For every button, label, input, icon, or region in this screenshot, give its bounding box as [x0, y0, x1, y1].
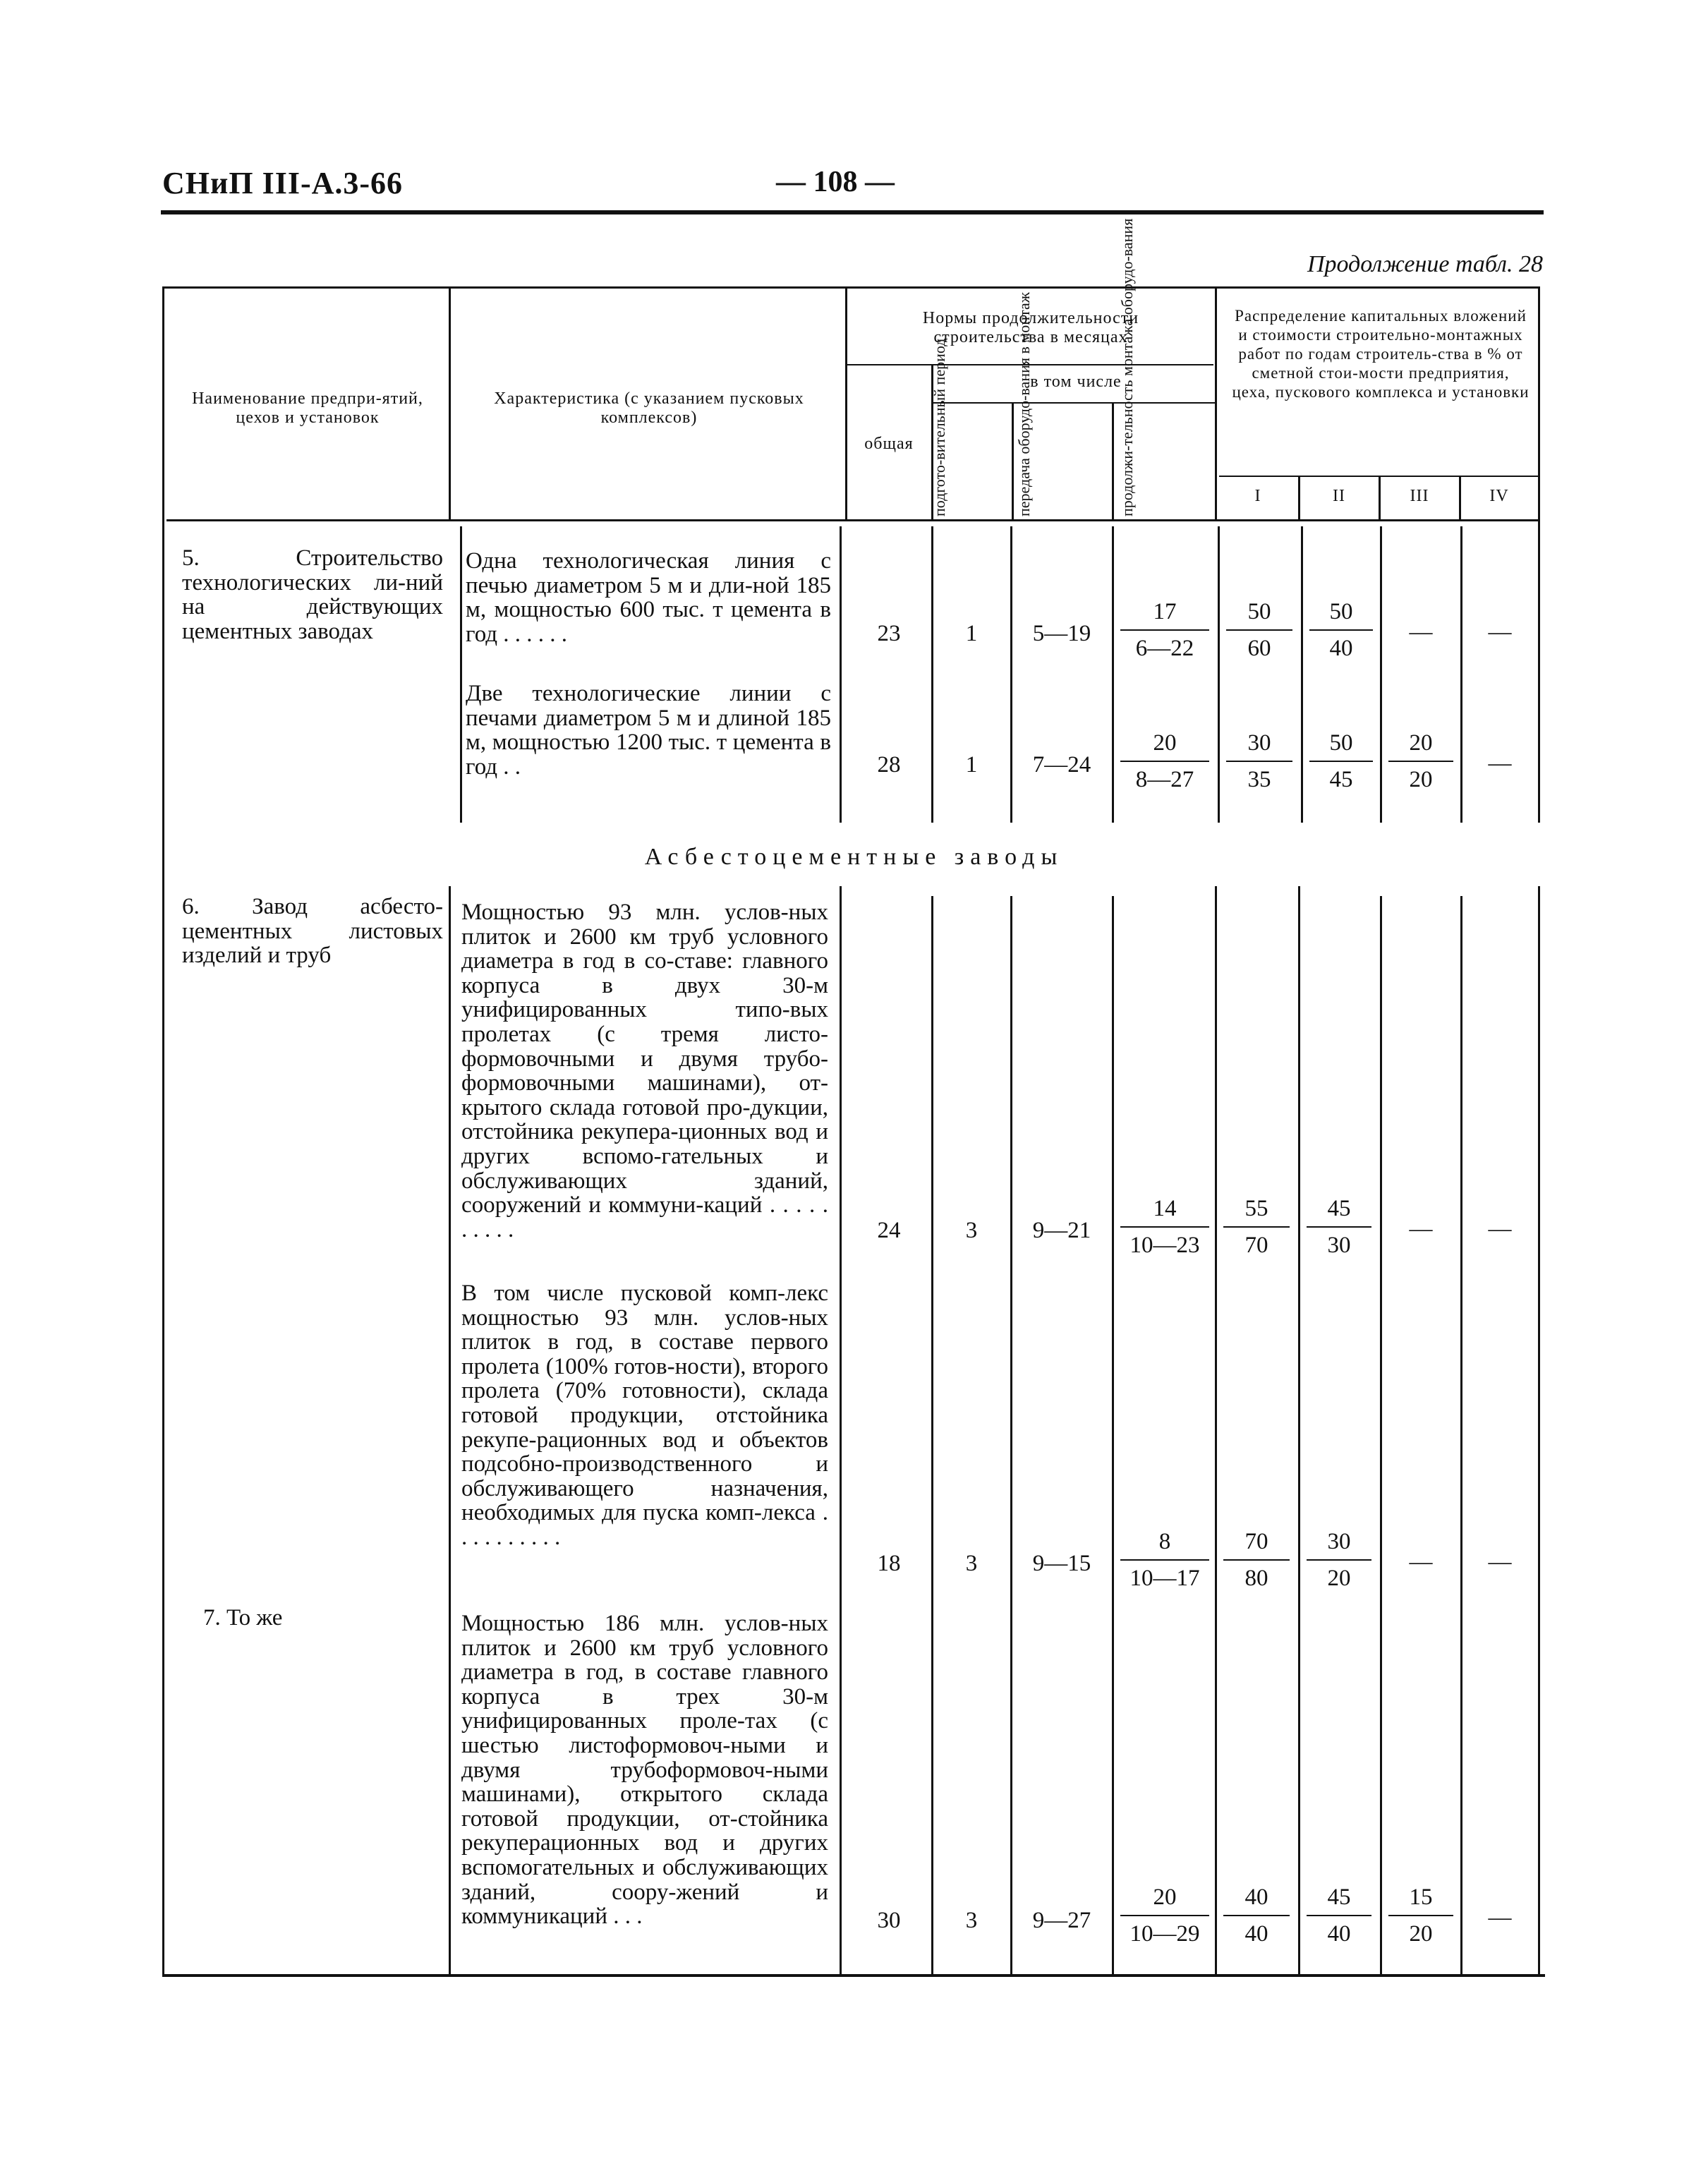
total-duration: 23	[877, 621, 901, 646]
header-divider-char	[845, 286, 847, 519]
install-duration: 20 10—29	[1113, 1884, 1216, 1947]
header-divider-year1	[1298, 477, 1300, 519]
prep-period: 3	[965, 1218, 978, 1243]
column-header-prep-period: подгото-вительный период	[931, 338, 948, 516]
year-3-share: 15 20	[1381, 1884, 1460, 1947]
norms-group-header: Нормы продолжительности строительства в месяцах	[922, 309, 1139, 346]
year-1-share: 70 80	[1216, 1528, 1297, 1592]
row-name: 6. Завод асбесто-цементных листовых изделий и труб	[182, 894, 443, 969]
equipment-transfer: 5—19	[1032, 621, 1091, 646]
body-divider-total-a	[840, 526, 842, 823]
header-divider-install	[1215, 286, 1217, 519]
prep-period: 1	[965, 621, 978, 646]
year-4-share: —	[1488, 619, 1512, 645]
body-divider-install-b	[1112, 896, 1114, 1976]
table-bottom-border	[162, 1974, 1545, 1977]
year-4-share: —	[1488, 751, 1512, 776]
column-header-install-duration: продолжи-тельность монтажа оборудо-вания	[1118, 218, 1136, 516]
row-characteristics: Две технологические линии с печами диаметром 5 м и длиной 185 м, мощностью 1200 тыс. т цемента в год . .	[466, 681, 831, 780]
equipment-transfer: 9—15	[1032, 1551, 1091, 1576]
column-header-total: общая	[864, 435, 914, 453]
year-1-share: 40 40	[1216, 1884, 1297, 1947]
document-code: СНиП III-А.3-66	[162, 166, 404, 200]
year-4-share: —	[1488, 1549, 1512, 1575]
total-duration: 30	[877, 1908, 901, 1933]
body-divider-prep-a	[931, 526, 933, 823]
year-header-3: III	[1410, 487, 1429, 505]
table-top-border	[162, 286, 1539, 289]
column-header-characteristics: Характеристика (с указанием пусковых комплексов)	[494, 389, 804, 427]
year-1-share: 55 70	[1216, 1195, 1297, 1259]
body-divider-prep-b	[931, 896, 933, 1976]
install-duration: 14 10—23	[1113, 1195, 1216, 1259]
column-header-equipment-transfer: передача оборудо-вания в монтаж	[1015, 292, 1033, 516]
header-divider-name	[449, 286, 451, 519]
body-divider-right-b	[1538, 886, 1540, 1976]
year-header-1: I	[1254, 487, 1261, 505]
year-2-share: 30 20	[1300, 1528, 1379, 1592]
year-2-share: 45 30	[1300, 1195, 1379, 1259]
norms-subheader-rule	[933, 402, 1215, 404]
body-divider-transfer-a	[1010, 526, 1012, 823]
body-divider-transfer-b	[1010, 896, 1012, 1976]
row-characteristics: Одна технологическая линия с печью диаметром 5 м и дли-ной 185 м, мощностью 600 тыс. т цемента в год . . . . . .	[466, 548, 831, 647]
total-duration: 28	[877, 752, 901, 778]
row-name: 7. То же	[203, 1605, 283, 1630]
body-divider-year2-b	[1298, 886, 1300, 1976]
table-right-border	[1538, 286, 1540, 564]
row-name: 5. Строительство технологических ли-ний на действующих цементных заводах	[182, 545, 443, 644]
prep-period: 3	[965, 1908, 978, 1933]
year-header-2: II	[1333, 487, 1345, 505]
table-left-border	[162, 286, 164, 1976]
install-duration: 8 10—17	[1113, 1528, 1216, 1592]
year-3-share: —	[1409, 1216, 1433, 1242]
table-continuation-label: Продолжение табл. 28	[1307, 251, 1543, 277]
year-4-share: —	[1488, 1216, 1512, 1242]
body-divider-year4-b	[1460, 896, 1462, 1976]
body-divider-char-b	[449, 886, 451, 1976]
header-rule	[161, 210, 1544, 214]
page-number: — 108 —	[776, 166, 895, 198]
section-title: Асбестоцементные заводы	[644, 844, 1064, 870]
year-3-share: —	[1409, 1549, 1433, 1575]
row-characteristics: В том числе пусковой комп-лекс мощностью 93 млн. услов-ных плиток в год, в составе первого пролета (100% готов-ности), второго пролета (70% готовности), склада готовой продукции, отстойника рекупе-рационных вод и объектов подсобно-производственного и обслуживающего назначения, необходимых для пуска комп-лекса . . . . . . . . . .	[461, 1281, 828, 1550]
year-3-share: —	[1409, 619, 1433, 645]
install-duration: 17 6—22	[1113, 598, 1216, 662]
year-2-share: 50 40	[1302, 598, 1380, 662]
total-duration: 18	[877, 1551, 901, 1576]
year-header-4: IV	[1489, 487, 1509, 505]
install-duration: 20 8—27	[1113, 730, 1216, 793]
column-header-name: Наименование предпри-ятий, цехов и установок	[192, 389, 423, 427]
equipment-transfer: 9—21	[1032, 1218, 1091, 1243]
header-bottom-border	[166, 519, 1539, 521]
equipment-transfer: 7—24	[1032, 752, 1091, 778]
body-divider-year4-a	[1460, 526, 1462, 823]
body-divider-year1-b	[1215, 886, 1217, 1976]
body-divider-char-a	[460, 526, 462, 823]
body-divider-year3-b	[1380, 896, 1382, 1976]
year-3-share: 20 20	[1381, 730, 1460, 793]
row-characteristics: Мощностью 93 млн. услов-ных плиток и 2600 км труб условного диаметра в год в со-ставе: главного корпуса в двух 30-м унифицированных типо-вых пролетах (с тремя листо-формовочными и двумя трубо-формовочными машинами), от-крытого склада готовой про-дукции, отстойника рекупера-ционных вод и других вспомо-гательных и обслуживающих зданий, сооружений и коммуни-каций . . . . . . . . . .	[461, 900, 828, 1242]
incl-group-header: в том числе	[1030, 373, 1122, 391]
header-divider-year3	[1459, 477, 1461, 519]
row-characteristics: Мощностью 186 млн. услов-ных плиток и 2600 км труб условного диаметра в год, в составе главного корпуса в трех 30-м унифицированных проле-тах (с шестью листоформовоч-ными и двумя трубоформовоч-ными машинами), открытого склада готовой продукции, от-стойника рекуперационных вод и других вспомогательных и обслуживающих зданий, соору-жений и коммуникаций . . .	[461, 1611, 828, 1930]
prep-period: 1	[965, 752, 978, 778]
total-duration: 24	[877, 1218, 901, 1243]
year-1-share: 30 35	[1219, 730, 1300, 793]
header-divider-prep	[1012, 402, 1014, 519]
equipment-transfer: 9—27	[1032, 1908, 1091, 1933]
year-2-share: 50 45	[1302, 730, 1380, 793]
header-divider-year2	[1379, 477, 1381, 519]
body-divider-total-b	[840, 886, 842, 1976]
year-2-share: 45 40	[1300, 1884, 1379, 1947]
distribution-group-header: Распределение капитальных вложений и стоимости строительно-монтажных работ по годам строитель-ства в % от сметной стои-мости предприятия, цеха, пускового комплекса и установки	[1232, 307, 1530, 401]
prep-period: 3	[965, 1551, 978, 1576]
year-4-share: —	[1488, 1905, 1512, 1930]
year-1-share: 50 60	[1219, 598, 1300, 662]
header-divider-transfer	[1112, 402, 1114, 519]
body-divider-right-a	[1538, 526, 1540, 823]
